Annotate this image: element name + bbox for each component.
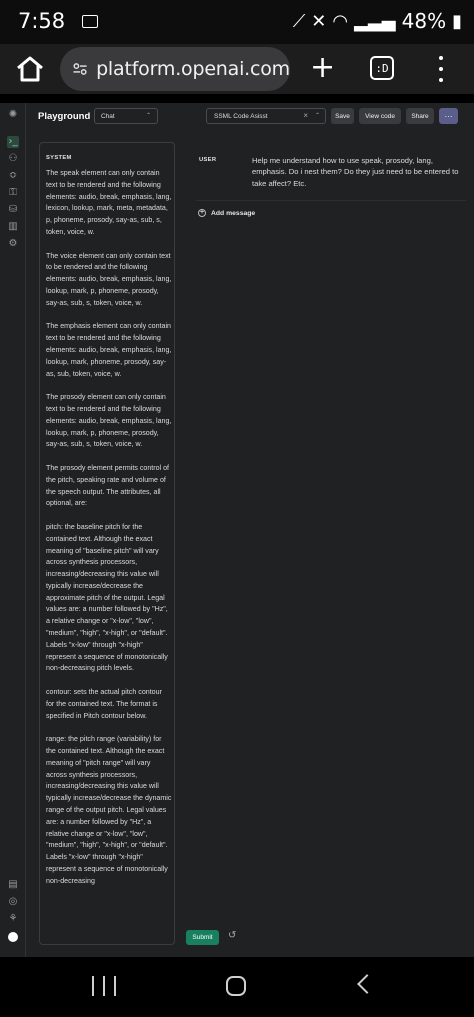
usage-nav-icon[interactable]: ▥ xyxy=(8,221,18,232)
new-tab-icon[interactable]: + xyxy=(310,50,336,85)
mute-icon: ✕ xyxy=(311,10,327,32)
system-message-panel[interactable] xyxy=(39,142,175,945)
share-button[interactable]: Share xyxy=(406,108,434,124)
battery-icon: ▮ xyxy=(452,10,462,32)
assistants-nav-icon[interactable]: ⚇ xyxy=(8,153,18,164)
community-nav-icon[interactable]: ⚘ xyxy=(8,913,18,924)
back-icon[interactable] xyxy=(357,974,377,994)
signal-icon: ▂▃▄ xyxy=(354,10,396,32)
home-button-icon[interactable] xyxy=(226,976,246,996)
wifi-icon: ◠ xyxy=(332,10,349,32)
plus-circle-icon: + xyxy=(199,209,205,216)
system-paragraph: The emphasis element can only contain text to be rendered and the following elements: audio, break, emphasis, lang, lookup, mark, phoneme, prosody, say-as, sub, token, voice, w. xyxy=(46,322,172,378)
system-paragraph: range: the pitch range (variability) for the contained text. Although the exact meaning of "pitch range" will vary across synthesis processors, increasing/decreasing this value will typically increase/decrease the dynamic range of the output pitch. Legal values are: a number followed by "Hz", a relative change or "x-low", "low", "medium", "high", "x-high", or "default". Labels "x-low" through "x-high" represent a sequence of monotonically non-decreasing xyxy=(46,735,172,885)
docs-nav-icon[interactable]: ▤ xyxy=(8,879,18,890)
system-paragraph: The prosody element can only contain text to be rendered and the following elements: audio, break, emphasis, lang, lookup, mark, p, phoneme, prosody, say-as, sub, s, token, voice, w. xyxy=(46,393,172,449)
preset-select-value: SSML Code Asisst xyxy=(214,112,268,120)
status-bar xyxy=(0,0,474,44)
sidebar-rail xyxy=(0,103,26,957)
system-paragraph: pitch: the baseline pitch for the contained text. Although the exact meaning of "baseline pitch" will vary across synthesis processors, increasing/decreasing this value will typically increase/decrease the approximate pitch of the output. Legal values are: a number followed by "Hz", a relative change or "x-low", "low", "medium", "high", "x-high", or "default". Labels "x-low" through "x-high" represent a sequence of monotonically non-decreasing pitch levels. xyxy=(46,522,168,673)
system-paragraph: The prosody element permits control of the pitch, speaking rate and volume of the speech output. The attributes, all optional, are: xyxy=(46,463,170,508)
system-paragraph: The speak element can only contain text to be rendered and the following elements: audio, break, emphasis, lang, lexicon, lookup, mark, meta, metadata, p, phoneme, prosody, say-as, sub, s, token, voice, w. xyxy=(46,169,172,236)
recent-apps-icon[interactable] xyxy=(92,976,116,998)
api-keys-nav-icon[interactable]: ⚿ xyxy=(9,187,17,198)
status-time: 7:58 xyxy=(18,9,66,33)
status-icons xyxy=(293,9,462,33)
mode-select[interactable] xyxy=(94,108,158,124)
settings-nav-icon[interactable]: ⚙ xyxy=(8,238,18,249)
avatar[interactable] xyxy=(8,932,18,942)
save-button[interactable]: Save xyxy=(331,108,354,124)
browser-menu-icon[interactable] xyxy=(436,52,446,86)
address-bar[interactable] xyxy=(60,47,290,91)
user-role-label[interactable]: USER xyxy=(199,157,217,163)
storage-nav-icon[interactable]: ⛁ xyxy=(8,204,18,215)
user-message-text[interactable]: Help me understand how to use speak, prosody, lang, emphasis. Do i nest them? Do they just need to be entered to take affect? Etc. xyxy=(252,156,459,188)
browser-toolbar xyxy=(0,44,474,94)
system-message-text[interactable] xyxy=(46,168,172,899)
openai-logo-icon[interactable]: ✺ xyxy=(8,109,18,120)
system-label: SYSTEM xyxy=(46,155,72,161)
playground-header xyxy=(26,103,474,129)
tab-switcher-button[interactable]: :D xyxy=(370,56,394,80)
add-message-label: Add message xyxy=(211,209,256,217)
history-icon[interactable]: ↺ xyxy=(228,930,237,941)
android-nav-bar xyxy=(0,957,474,1017)
no-nfc-icon: ⟋ xyxy=(292,10,306,32)
mode-select-value: Chat xyxy=(101,112,115,120)
playground-nav-icon[interactable]: ›_ xyxy=(8,136,18,147)
help-nav-icon[interactable]: ◎ xyxy=(8,896,18,907)
preset-select[interactable] xyxy=(206,108,326,124)
clear-preset-icon[interactable]: × xyxy=(303,111,308,120)
url-text: platform.openai.com xyxy=(96,58,290,80)
screenshot-icon xyxy=(82,15,98,28)
add-message-button[interactable] xyxy=(198,209,255,217)
system-paragraph: The voice element can only contain text to be rendered and the following elements: audio, break, emphasis, lang, lookup, mark, p, phoneme, prosody, say-as, sub, s, token, voice, w. xyxy=(46,251,172,307)
chevron-updown-icon: ⌃ xyxy=(314,113,320,119)
playground-app xyxy=(0,103,474,957)
fine-tuning-nav-icon[interactable]: ≎ xyxy=(8,170,18,181)
chevron-updown-icon: ⌃ xyxy=(145,113,151,119)
home-icon[interactable] xyxy=(14,54,46,84)
view-code-button[interactable]: View code xyxy=(359,108,401,124)
submit-button[interactable]: Submit xyxy=(186,930,219,945)
battery-percent: 48% xyxy=(401,9,447,33)
more-options-button[interactable]: ··· xyxy=(439,108,458,124)
system-paragraph: contour: sets the actual pitch contour for the contained text. The format is specified in Pitch contour below. xyxy=(46,688,162,720)
site-settings-icon[interactable] xyxy=(72,60,88,78)
message-divider xyxy=(196,200,466,201)
page-title: Playground xyxy=(38,111,91,122)
